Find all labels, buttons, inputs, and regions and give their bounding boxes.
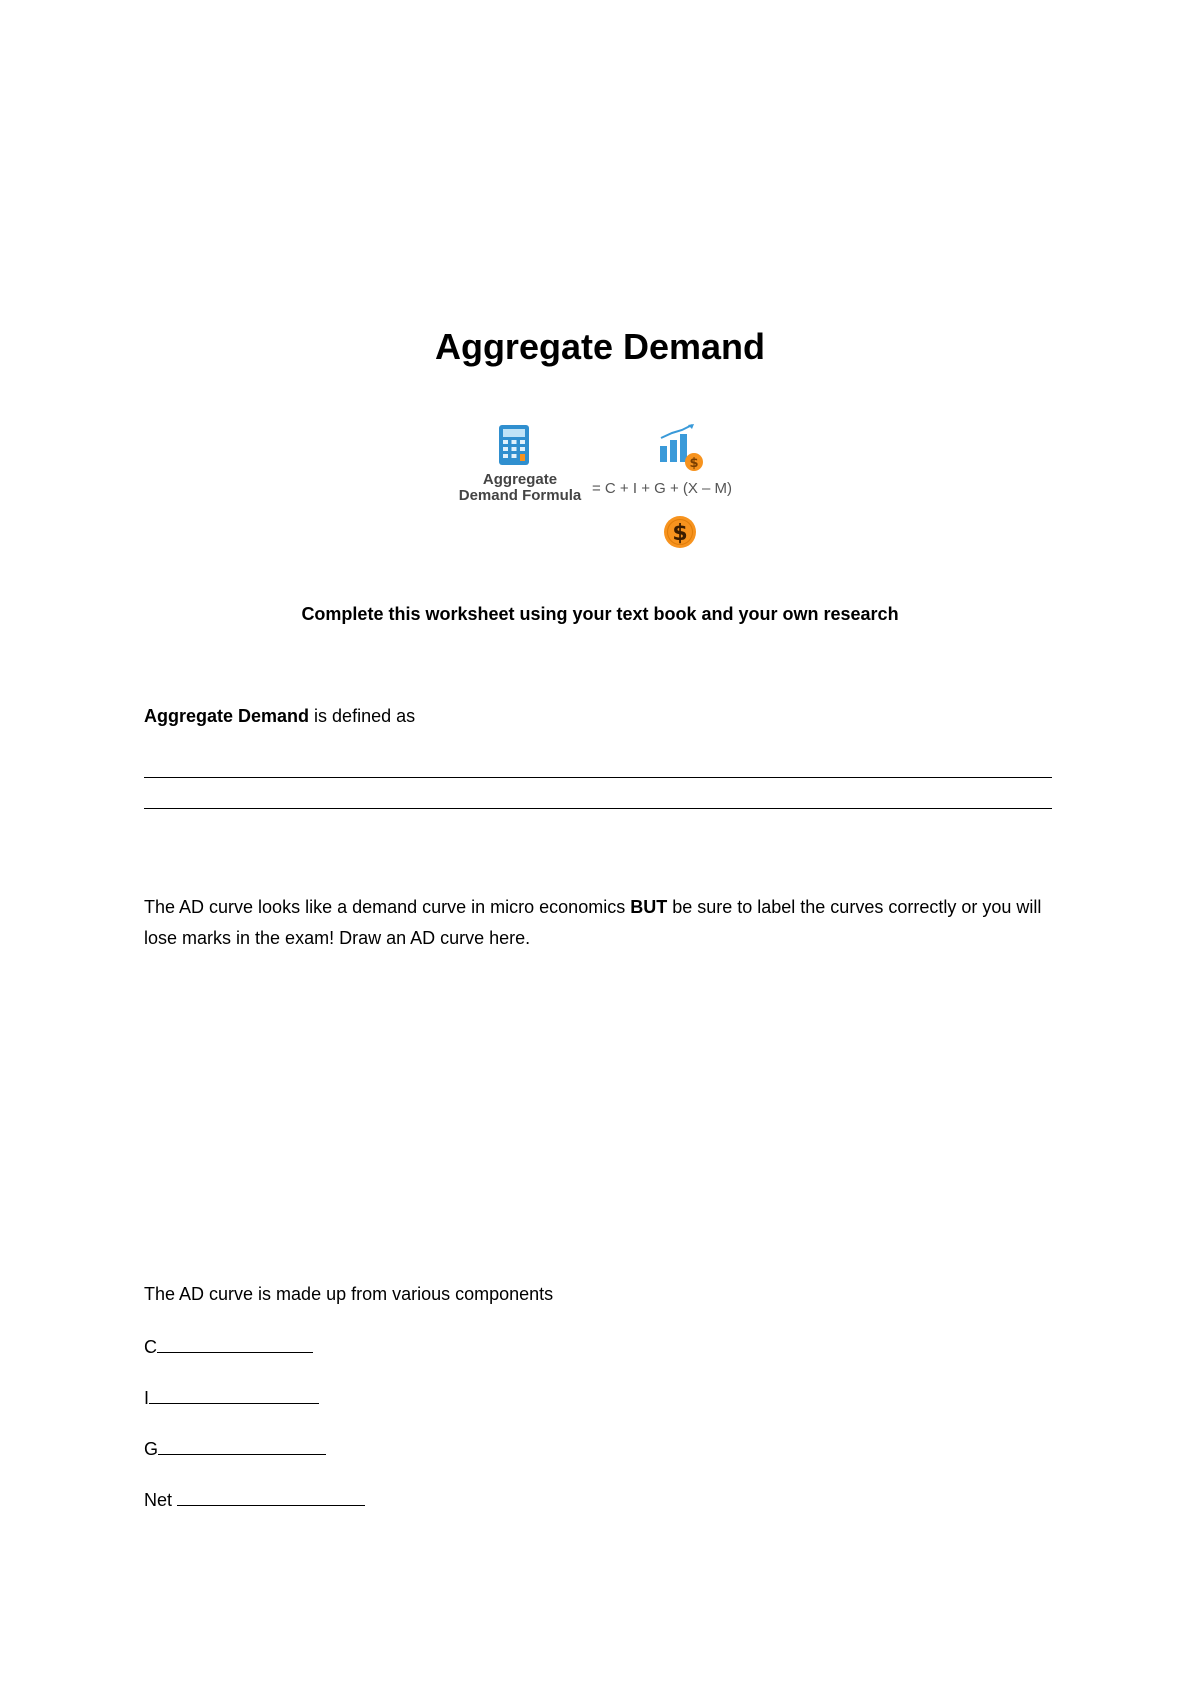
- ad-curve-text-part2: be sure to label the curves correctly or you will lose marks in the exam! Draw an AD curve here.: [144, 897, 1042, 948]
- components-intro: The AD curve is made up from various components: [144, 1284, 554, 1304]
- component-row-net: [144, 1489, 365, 1511]
- formula-label: [450, 472, 590, 504]
- worksheet-instructions: Complete this worksheet using your text book and your own research: [301, 604, 899, 624]
- answer-line-1[interactable]: [144, 777, 1052, 778]
- ad-curve-instructions: [144, 892, 1056, 954]
- component-blank-net[interactable]: [177, 1489, 365, 1506]
- component-row-i: [144, 1387, 319, 1409]
- rising-bar-chart-icon: [658, 424, 710, 472]
- svg-text:$: $: [689, 456, 699, 471]
- formula-expression: = C + I + G + (X – M): [592, 480, 733, 497]
- component-blank-c[interactable]: [157, 1336, 313, 1353]
- component-blank-g[interactable]: [158, 1438, 326, 1455]
- answer-line-2[interactable]: [144, 808, 1052, 809]
- formula-label-line1: Aggregate: [482, 471, 558, 488]
- component-label: I: [144, 1388, 150, 1408]
- ad-curve-text-part1: The AD curve looks like a demand curve in micro economics: [144, 897, 631, 917]
- component-label: C: [144, 1337, 157, 1357]
- component-blank-i[interactable]: [149, 1387, 319, 1404]
- page-title: Aggregate Demand: [434, 326, 766, 367]
- component-row-c: [144, 1336, 313, 1358]
- definition-term: Aggregate Demand: [144, 706, 310, 726]
- ad-curve-emphasis: BUT: [630, 897, 668, 917]
- aggregate-demand-formula-graphic: [450, 424, 770, 556]
- component-label: Net: [144, 1490, 178, 1510]
- component-row-g: [144, 1438, 326, 1460]
- definition-rest: is defined as: [309, 706, 416, 726]
- formula-label-line2: Demand Formula: [458, 487, 582, 504]
- calculator-icon: [498, 424, 530, 466]
- svg-text:$: $: [672, 521, 688, 546]
- dollar-coin-icon: [663, 515, 697, 549]
- definition-prompt: [144, 706, 415, 727]
- component-label: G: [144, 1439, 159, 1459]
